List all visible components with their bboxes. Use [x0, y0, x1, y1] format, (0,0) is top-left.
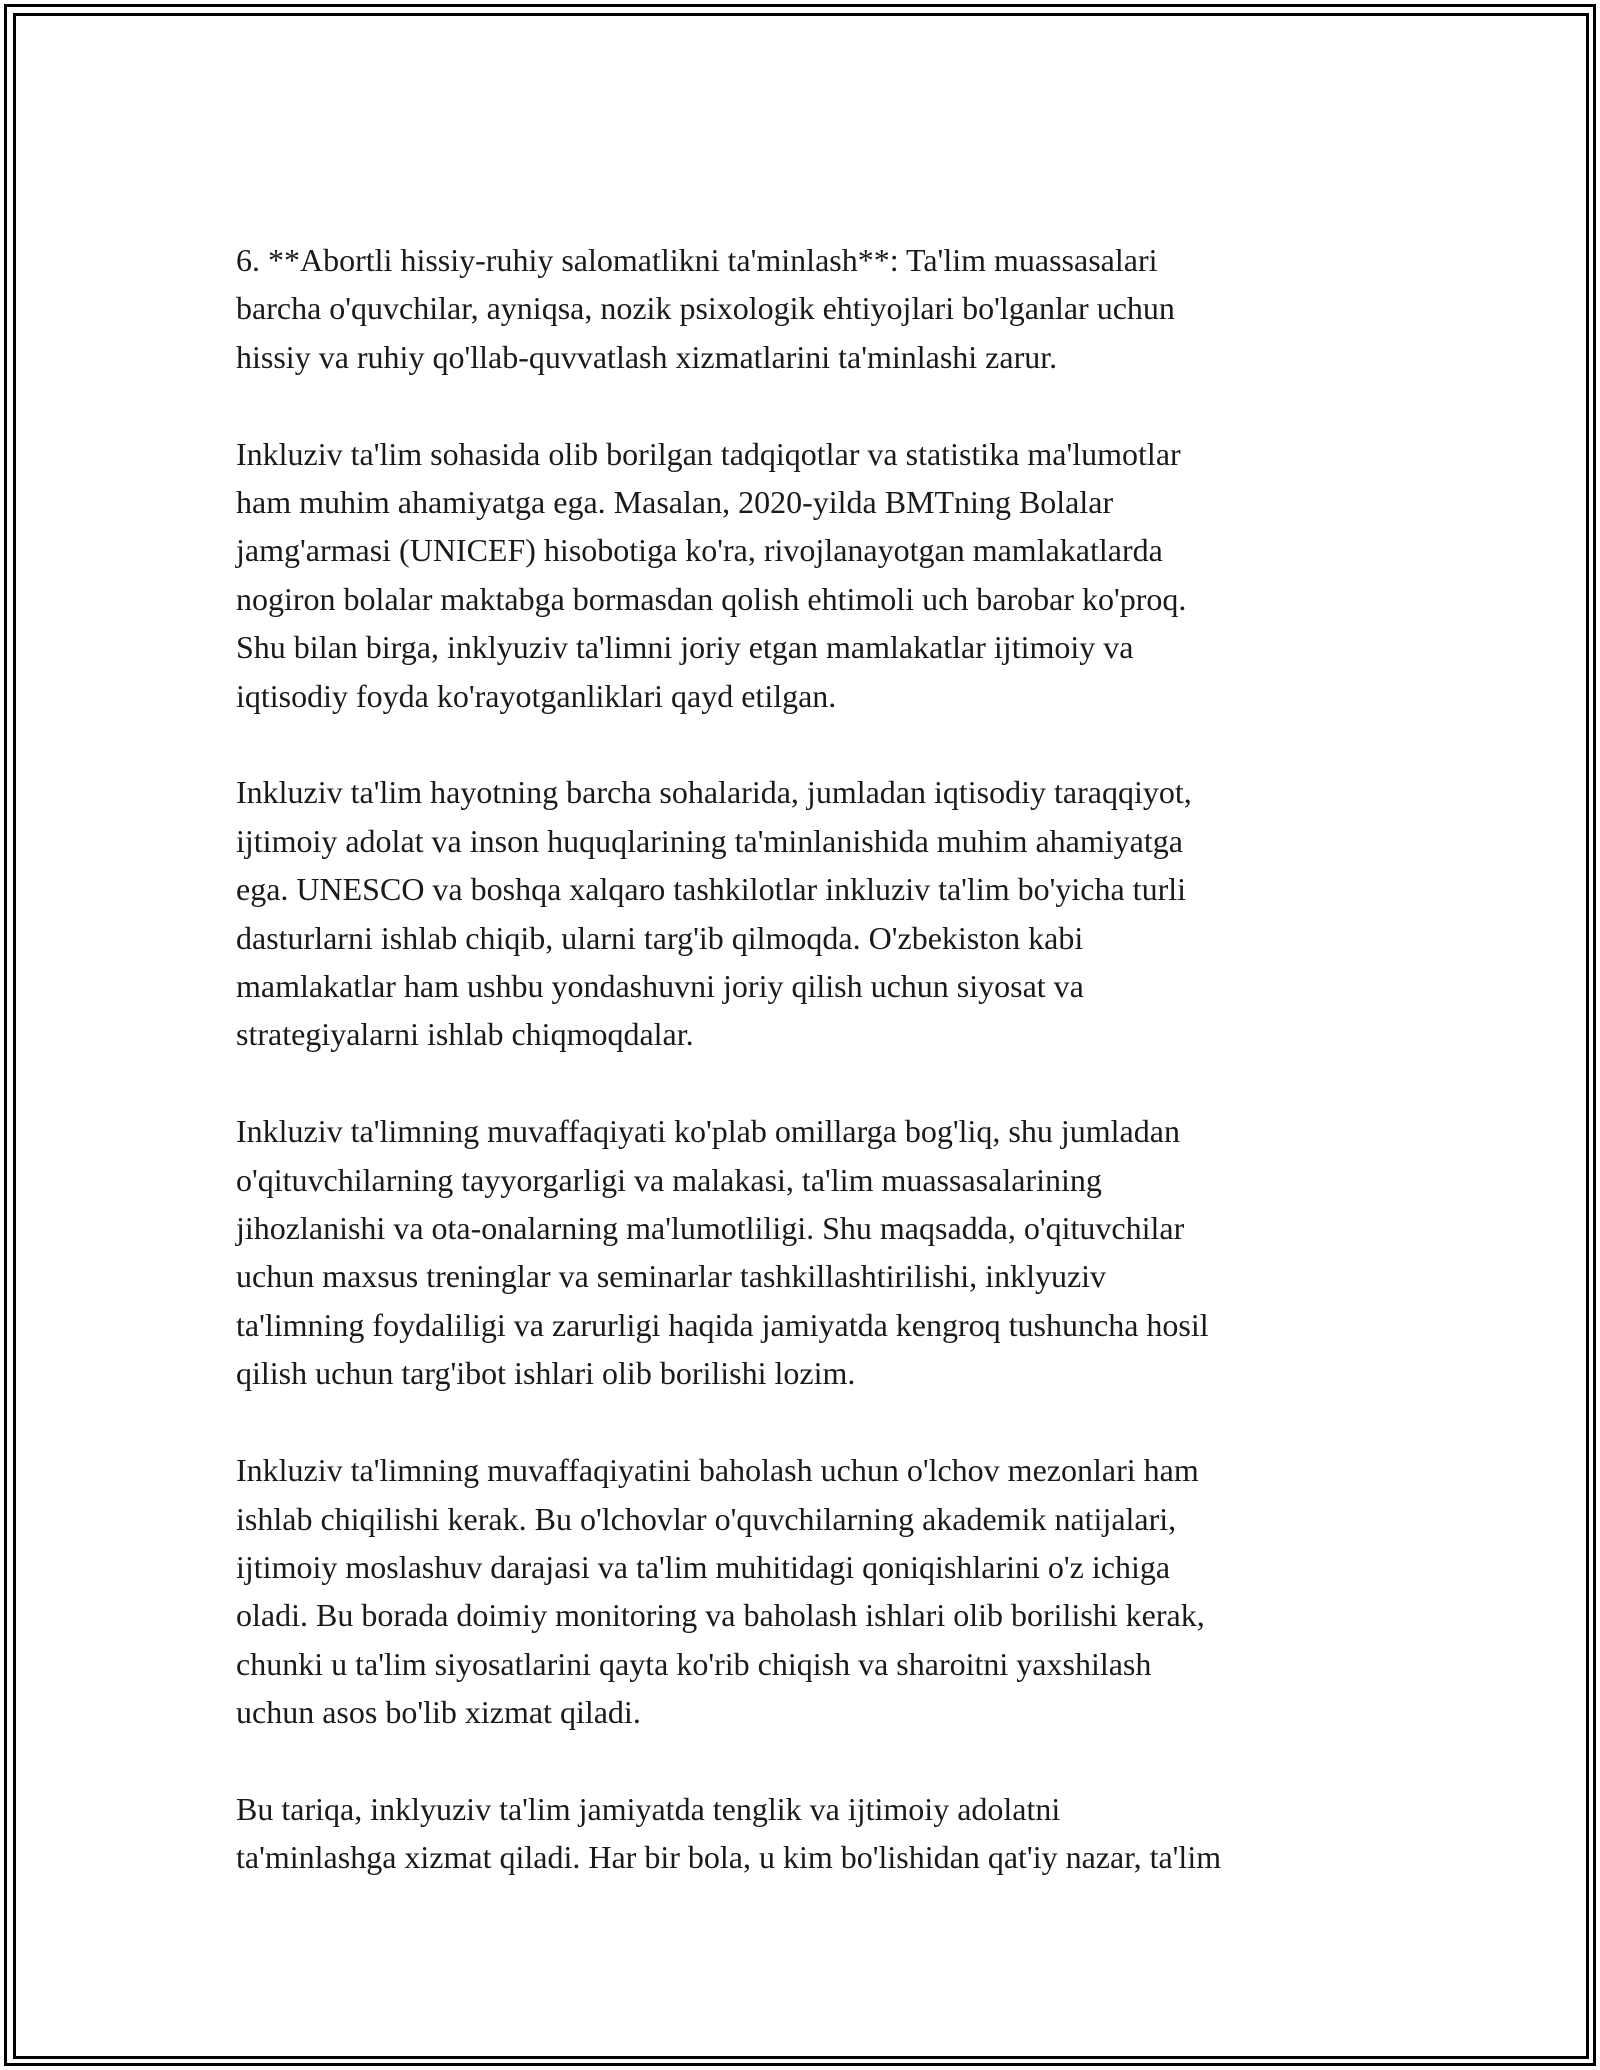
text-line: ta'limning foydaliligi va zarurligi haqida jamiyatda kengroq tushuncha hosil	[236, 1306, 1209, 1343]
paragraph-3	[236, 768, 1376, 1058]
text-line: Inkluziv ta'limning muvaffaqiyati ko'plab omillarga bog'liq, shu jumladan	[236, 1113, 1180, 1150]
text-line: Bu tariqa, inklyuziv ta'lim jamiyatda tenglik va ijtimoiy adolatni	[236, 1790, 1061, 1827]
text-line: jihozlanishi va ota-onalarning ma'lumotliligi. Shu maqsadda, o'qituvchilar	[236, 1210, 1185, 1247]
text-line: barcha o'quvchilar, ayniqsa, nozik psixologik ehtiyojlari bo'lganlar uchun	[236, 290, 1175, 327]
paragraph-4	[236, 1107, 1376, 1397]
text-line: o'qituvchilarning tayyorgarligi va malakasi, ta'lim muassasalarining	[236, 1161, 1102, 1198]
text-line: Inkluziv ta'lim sohasida olib borilgan tadqiqotlar va statistika ma'lumotlar	[236, 435, 1181, 472]
paragraph-2	[236, 430, 1376, 720]
text-line: uchun maxsus treninglar va seminarlar tashkillashtirilishi, inklyuziv	[236, 1258, 1107, 1295]
paragraph-5	[236, 1446, 1376, 1736]
text-line: ega. UNESCO va boshqa xalqaro tashkilotlar inkluziv ta'lim bo'yicha turli	[236, 871, 1186, 908]
text-line: ijtimoiy adolat va inson huquqlarining ta'minlanishida muhim ahamiyatga	[236, 822, 1183, 859]
text-line: Shu bilan birga, inklyuziv ta'limni joriy etgan mamlakatlar ijtimoiy va	[236, 629, 1134, 666]
text-line: nogiron bolalar maktabga bormasdan qolish ehtimoli uch barobar ko'proq.	[236, 580, 1187, 617]
text-line: ishlab chiqilishi kerak. Bu o'lchovlar o'quvchilarning akademik natijalari,	[236, 1500, 1177, 1537]
paragraph-6	[236, 1785, 1376, 1882]
paragraph-1	[236, 236, 1376, 381]
text-line: chunki u ta'lim siyosatlarini qayta ko'rib chiqish va sharoitni yaxshilash	[236, 1645, 1152, 1682]
text-line: strategiyalarni ishlab chiqmoqdalar.	[236, 1016, 694, 1053]
text-line: Inkluziv ta'lim hayotning barcha sohalarida, jumladan iqtisodiy taraqqiyot,	[236, 774, 1192, 811]
text-line: jamg'armasi (UNICEF) hisobotiga ko'ra, rivojlanayotgan mamlakatlarda	[236, 532, 1163, 569]
text-line: 6. **Abortli hissiy-ruhiy salomatlikni ta'minlash**: Ta'lim muassasalari	[236, 242, 1158, 278]
text-line: ham muhim ahamiyatga ega. Masalan, 2020-yilda BMTning Bolalar	[236, 484, 1114, 521]
text-line: qilish uchun targ'ibot ishlari olib borilishi lozim.	[236, 1355, 856, 1392]
text-line: hissiy va ruhiy qo'llab-quvvatlash xizmatlarini ta'minlashi zarur.	[236, 338, 1058, 375]
text-line: mamlakatlar ham ushbu yondashuvni joriy qilish uchun siyosat va	[236, 968, 1084, 1005]
text-line: Inkluziv ta'limning muvaffaqiyatini baholash uchun o'lchov mezonlari ham	[236, 1452, 1199, 1489]
text-line: ijtimoiy moslashuv darajasi va ta'lim muhitidagi qoniqishlarini o'z ichiga	[236, 1548, 1171, 1585]
text-line: iqtisodiy foyda ko'rayotganliklari qayd etilgan.	[236, 677, 837, 714]
text-line: uchun asos bo'lib xizmat qiladi.	[236, 1694, 641, 1731]
text-line: dasturlarni ishlab chiqib, ularni targ'ib qilmoqda. O'zbekiston kabi	[236, 919, 1084, 956]
text-line: oladi. Bu borada doimiy monitoring va baholash ishlari olib borilishi kerak,	[236, 1597, 1205, 1634]
text-line: ta'minlashga xizmat qiladi. Har bir bola, u kim bo'lishidan qat'iy nazar, ta'lim	[236, 1839, 1222, 1876]
document-body	[236, 236, 1376, 1930]
